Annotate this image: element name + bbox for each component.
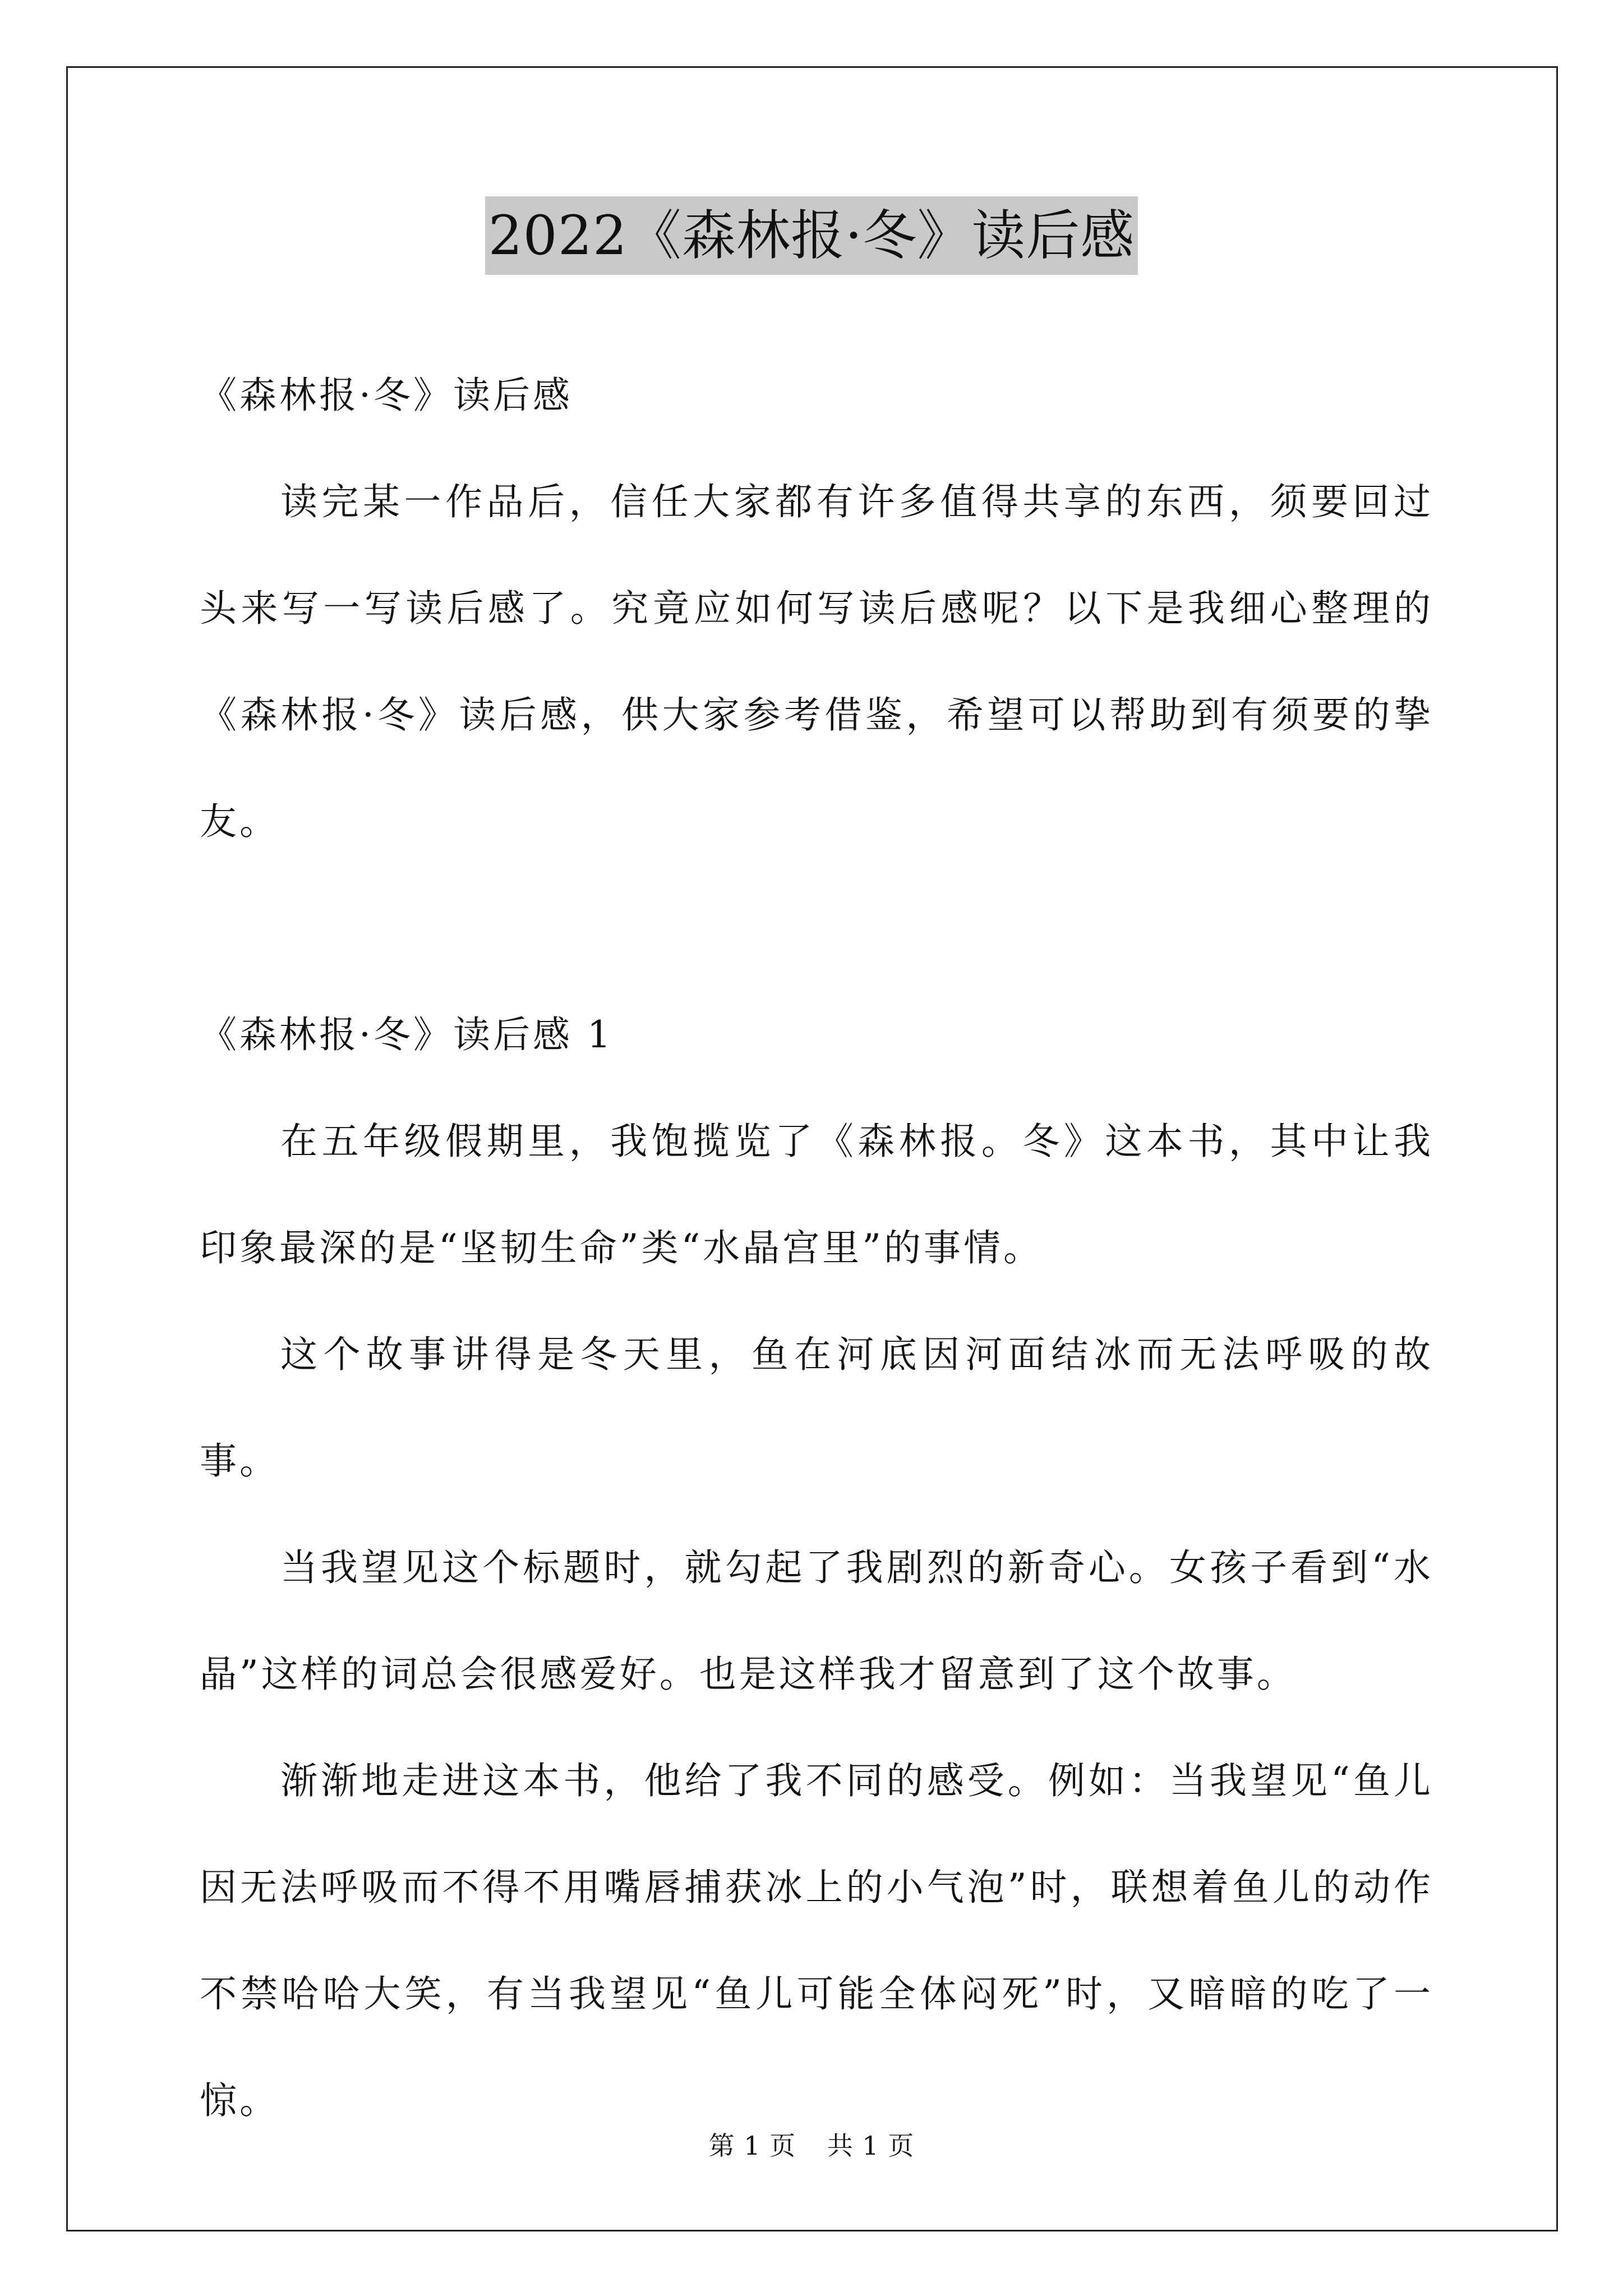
document-body <box>200 342 1433 2154</box>
section-heading-1: 《森林报·冬》读后感 1 <box>200 1013 614 1056</box>
section-spacer <box>200 875 1433 982</box>
title-container <box>0 196 1623 275</box>
body-paragraph-3: 当我望见这个标题时，就勾起了我剧烈的新奇心。女孩子看到“水晶”这样的词总会很感爱好。也是这样我才留意到了这个故事。 <box>200 1546 1433 1696</box>
intro-paragraph: 读完某一作品后，信任大家都有许多值得共享的东西，须要回过头来写一写读后感了。究竟应如何写读后感呢？以下是我细心整理的《森林报·冬》读后感，供大家参考借鉴，希望可以帮助到有须要的挚友。 <box>200 480 1433 843</box>
page-number: 第 1 页 <box>708 2131 796 2161</box>
body-paragraph-2: 这个故事讲得是冬天里，鱼在河底因河面结冰而无法呼吸的故事。 <box>200 1333 1433 1483</box>
document-title: 2022《森林报·冬》读后感 <box>485 196 1138 275</box>
body-paragraph-4: 渐渐地走进这本书，他给了我不同的感受。例如：当我望见“鱼儿因无法呼吸而不得不用嘴唇捕获冰上的小气泡”时，联想着鱼儿的动作不禁哈哈大笑，有当我望见“鱼儿可能全体闷死”时，又暗暗的吃了一惊。 <box>200 1759 1433 2122</box>
section-heading-intro: 《森林报·冬》读后感 <box>200 374 573 417</box>
page-total: 共 1 页 <box>827 2131 915 2161</box>
body-paragraph-1: 在五年级假期里，我饱揽览了《森林报。冬》这本书，其中让我印象最深的是“坚韧生命”类“水晶宫里”的事情。 <box>200 1120 1433 1269</box>
page-footer <box>0 2129 1623 2162</box>
